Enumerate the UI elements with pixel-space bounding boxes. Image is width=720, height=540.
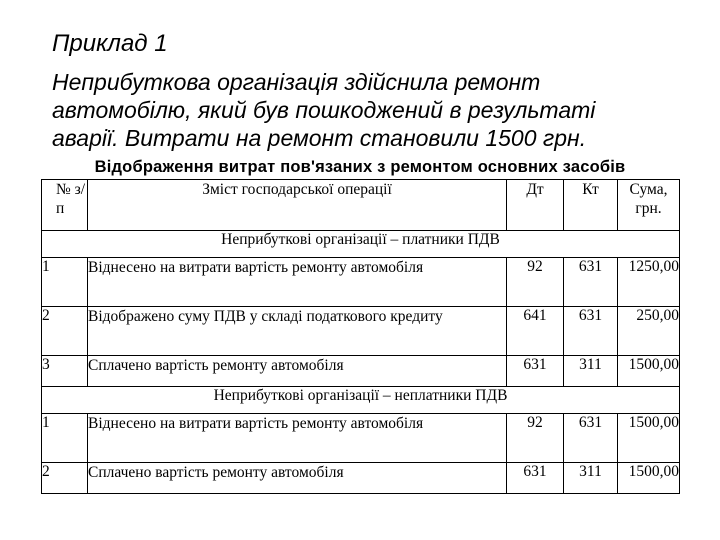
row-number: 2 (42, 307, 88, 356)
row-debit: 92 (507, 258, 564, 307)
row-debit: 631 (507, 463, 564, 494)
intro-line: аварії. Витрати на ремонт становили 1500 грн. (52, 125, 587, 151)
row-description: Сплачено вартість ремонту автомобіля (88, 463, 507, 494)
row-sum: 1500,00 (618, 463, 680, 494)
row-description: Віднесено на витрати вартість ремонту автомобіля (88, 258, 507, 307)
table-row (42, 463, 680, 494)
section-row (42, 387, 680, 414)
row-sum: 250,00 (618, 307, 680, 356)
table-title: Відображення витрат пов'язаних з ремонтом основних засобів (94, 158, 626, 176)
row-sum: 1500,00 (618, 414, 680, 463)
table-header-row (42, 180, 680, 231)
row-number: 2 (42, 463, 88, 494)
row-debit: 641 (507, 307, 564, 356)
table-row (42, 258, 680, 307)
table-row (42, 307, 680, 356)
row-credit: 631 (564, 414, 618, 463)
row-debit: 92 (507, 414, 564, 463)
header-sum: Сума, грн. (618, 180, 680, 231)
row-number: 3 (42, 356, 88, 387)
section-title: Неприбуткові організації – неплатники ПДВ (42, 387, 680, 414)
header-number: № з/п (42, 180, 88, 231)
row-number: 1 (42, 414, 88, 463)
header-debit: Дт (507, 180, 564, 231)
row-number: 1 (42, 258, 88, 307)
row-sum: 1250,00 (618, 258, 680, 307)
row-description: Віднесено на витрати вартість ремонту автомобіля (88, 414, 507, 463)
header-credit: Кт (564, 180, 618, 231)
row-debit: 631 (507, 356, 564, 387)
row-description: Сплачено вартість ремонту автомобіля (88, 356, 507, 387)
section-title: Неприбуткові організації – платники ПДВ (42, 231, 680, 258)
row-credit: 311 (564, 463, 618, 494)
row-credit: 631 (564, 258, 618, 307)
row-description: Відображено суму ПДВ у складі податкового кредиту (88, 307, 507, 356)
table-row (42, 356, 680, 387)
header-description: Зміст господарської операції (88, 180, 507, 231)
row-sum: 1500,00 (618, 356, 680, 387)
intro-line: Неприбуткова організація здійснила ремонт (52, 69, 541, 95)
intro-line: автомобілю, який був пошкоджений в результаті (52, 97, 596, 123)
page-heading: Приклад 1 (52, 30, 168, 57)
intro-text (52, 68, 712, 152)
table-row (42, 414, 680, 463)
operations-table (41, 179, 680, 494)
row-credit: 631 (564, 307, 618, 356)
section-row (42, 231, 680, 258)
row-credit: 311 (564, 356, 618, 387)
